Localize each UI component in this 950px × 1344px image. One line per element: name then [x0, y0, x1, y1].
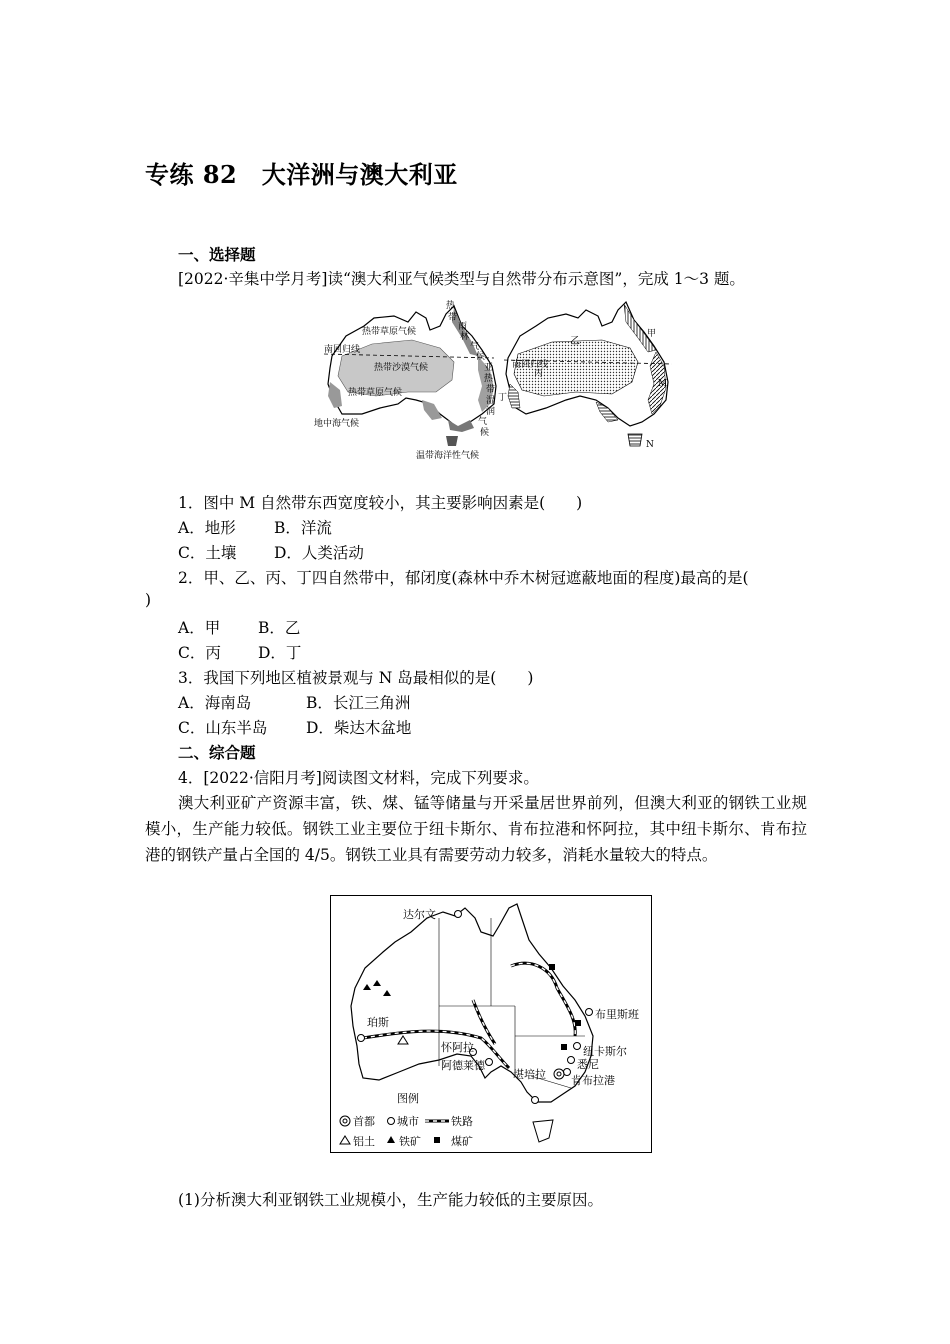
coal-3	[561, 1044, 567, 1050]
steel-industry-map-svg	[331, 896, 650, 1151]
legend-bauxite-icon	[340, 1136, 350, 1144]
q2-option-d[interactable]: D．丁	[258, 644, 302, 662]
label-tropic-line-right: 南回归线	[512, 360, 549, 370]
coal-1	[549, 964, 555, 970]
q1-option-b[interactable]: B．洋流	[274, 519, 332, 537]
legend-title: 图例	[397, 1092, 419, 1105]
question-4-intro: 4．[2022·信阳月考]阅读图文材料，完成下列要求。	[178, 769, 539, 787]
legend	[340, 1091, 473, 1148]
subtropical-char: 湿	[486, 396, 496, 406]
label-newcastle: 纽卡斯尔	[583, 1045, 627, 1058]
question-2-options-row1	[178, 616, 300, 638]
climate-zone-maps-svg	[312, 296, 682, 464]
subtropical-char: 候	[480, 428, 490, 438]
steel-industry-map	[330, 895, 652, 1153]
legend-capital-label: 首都	[353, 1115, 375, 1128]
section1-heading: 一、选择题	[178, 245, 256, 264]
label-adelaide: 阿德莱德	[441, 1059, 485, 1072]
label-mediterranean: 地中海气候	[314, 419, 360, 429]
label-whyalla: 怀阿拉	[441, 1041, 474, 1054]
right-natural-zone-map	[498, 302, 672, 450]
subtropical-char: 带	[486, 385, 496, 395]
australia-outline	[351, 904, 593, 1102]
subtropical-char: 润	[486, 407, 496, 417]
q1-option-a[interactable]: A．地形	[178, 519, 236, 537]
subtropical-char: 亚	[484, 363, 494, 373]
rainforest-char: 候	[476, 352, 486, 362]
subtropical-char: 气	[478, 417, 488, 427]
question-4-sub-1: (1)分析澳大利亚钢铁工业规模小，生产能力较低的主要原因。	[178, 1191, 603, 1209]
label-canberra: 堪培拉	[513, 1068, 546, 1081]
q1-option-c[interactable]: C．土壤	[178, 544, 237, 562]
q3-option-c[interactable]: C．山东半岛	[178, 719, 268, 737]
legend-city-label: 城市	[397, 1115, 419, 1128]
section2-heading: 二、综合题	[178, 743, 256, 762]
rainforest-char: 雨	[458, 322, 468, 332]
city-adelaide	[486, 1059, 493, 1066]
question-3-options-row1	[178, 691, 410, 713]
label-tropical-grassland-south: 热带草原气候	[348, 388, 403, 398]
label-brisbane: 布里斯班	[595, 1008, 639, 1021]
label-sydney: 悉尼	[577, 1058, 599, 1071]
rainforest-char: 热	[446, 301, 456, 311]
coal-2	[575, 1020, 581, 1026]
city-brisbane	[586, 1009, 593, 1016]
label-n: N	[646, 440, 654, 450]
city-perth	[358, 1035, 365, 1042]
legend-bauxite-label: 铝土	[353, 1135, 375, 1148]
label-desert: 热带沙漠气候	[374, 363, 429, 373]
question-2-options-row2	[178, 641, 301, 663]
question-3-options-row2	[178, 716, 411, 738]
label-darwin: 达尔文	[403, 908, 436, 921]
q2-option-c[interactable]: C．丙	[178, 644, 221, 662]
label-perth: 珀斯	[367, 1016, 389, 1029]
climate-zone-maps	[312, 296, 682, 464]
legend-railway-label: 铁路	[451, 1115, 473, 1128]
city-newcastle	[574, 1043, 581, 1050]
rainforest-char: 带	[448, 313, 458, 323]
city-melbourne	[532, 1097, 539, 1104]
left-climate-map	[314, 299, 496, 461]
rainforest-char: 气	[470, 342, 480, 352]
city-darwin	[455, 911, 462, 918]
label-tropic-line-left: 南回归线	[324, 345, 361, 355]
label-temperate-oceanic: 温带海洋性气候	[416, 451, 480, 461]
q2-option-b[interactable]: B．乙	[258, 619, 301, 637]
label-bing: 丙	[534, 369, 544, 379]
label-jia: 甲	[647, 329, 657, 339]
page-title: 专练 82 大洋洲与澳大利亚	[145, 160, 458, 189]
question-2-stem-continued: )	[145, 591, 152, 609]
tasmania	[446, 436, 458, 446]
q1-option-d[interactable]: D．人类活动	[274, 544, 364, 562]
island-n	[628, 434, 642, 446]
label-yi: 乙	[570, 336, 580, 347]
label-m: M	[658, 379, 668, 389]
label-tropical-grassland-north: 热带草原气候	[362, 327, 417, 337]
q3-option-d[interactable]: D．柴达木盆地	[306, 719, 412, 737]
q3-option-a[interactable]: A．海南岛	[178, 694, 252, 712]
question-2-stem: 2．甲、乙、丙、丁四自然带中，郁闭度(森林中乔木树冠遮蔽地面的程度)最高的是(	[178, 569, 749, 587]
legend-coal-label: 煤矿	[451, 1135, 473, 1148]
question-1-options-row2	[178, 541, 364, 563]
subtropical-char: 热	[484, 374, 494, 384]
question-1-options-row1	[178, 516, 332, 538]
legend-iron-label: 铁矿	[399, 1135, 421, 1148]
q3-option-b[interactable]: B．长江三角洲	[306, 694, 411, 712]
legend-capital-icon	[340, 1116, 350, 1126]
city-sydney	[568, 1057, 575, 1064]
question-1-stem: 1．图中 M 自然带东西宽度较小，其主要影响因素是( )	[178, 494, 583, 512]
label-port-kembla: 肯布拉港	[571, 1074, 615, 1087]
section1-intro: [2022·辛集中学月考]读“澳大利亚气候类型与自然带分布示意图”，完成 1～3 题。	[178, 270, 745, 288]
q2-option-a[interactable]: A．甲	[178, 619, 221, 637]
legend-city-icon	[388, 1118, 395, 1125]
rainforest-char: 林	[460, 332, 470, 342]
tasmania-outline	[533, 1120, 553, 1142]
legend-iron-icon	[387, 1136, 395, 1143]
label-ding: 丁	[498, 393, 508, 403]
question-3-stem: 3．我国下列地区植被景观与 N 岛最相似的是( )	[178, 669, 534, 687]
legend-coal-icon	[434, 1137, 440, 1143]
question-4-paragraph: 澳大利亚矿产资源丰富，铁、煤、锰等储量与开采量居世界前列，但澳大利亚的钢铁工业规模小，生产能力较低。钢铁工业主要位于纽卡斯尔、肯布拉港和怀阿拉，其中纽卡斯尔、肯布拉港的钢铁产量占全国的 4/5。钢铁工业具有需要劳动力较多，消耗水量较大的特点。	[145, 794, 807, 864]
city-port-kembla	[564, 1069, 571, 1076]
